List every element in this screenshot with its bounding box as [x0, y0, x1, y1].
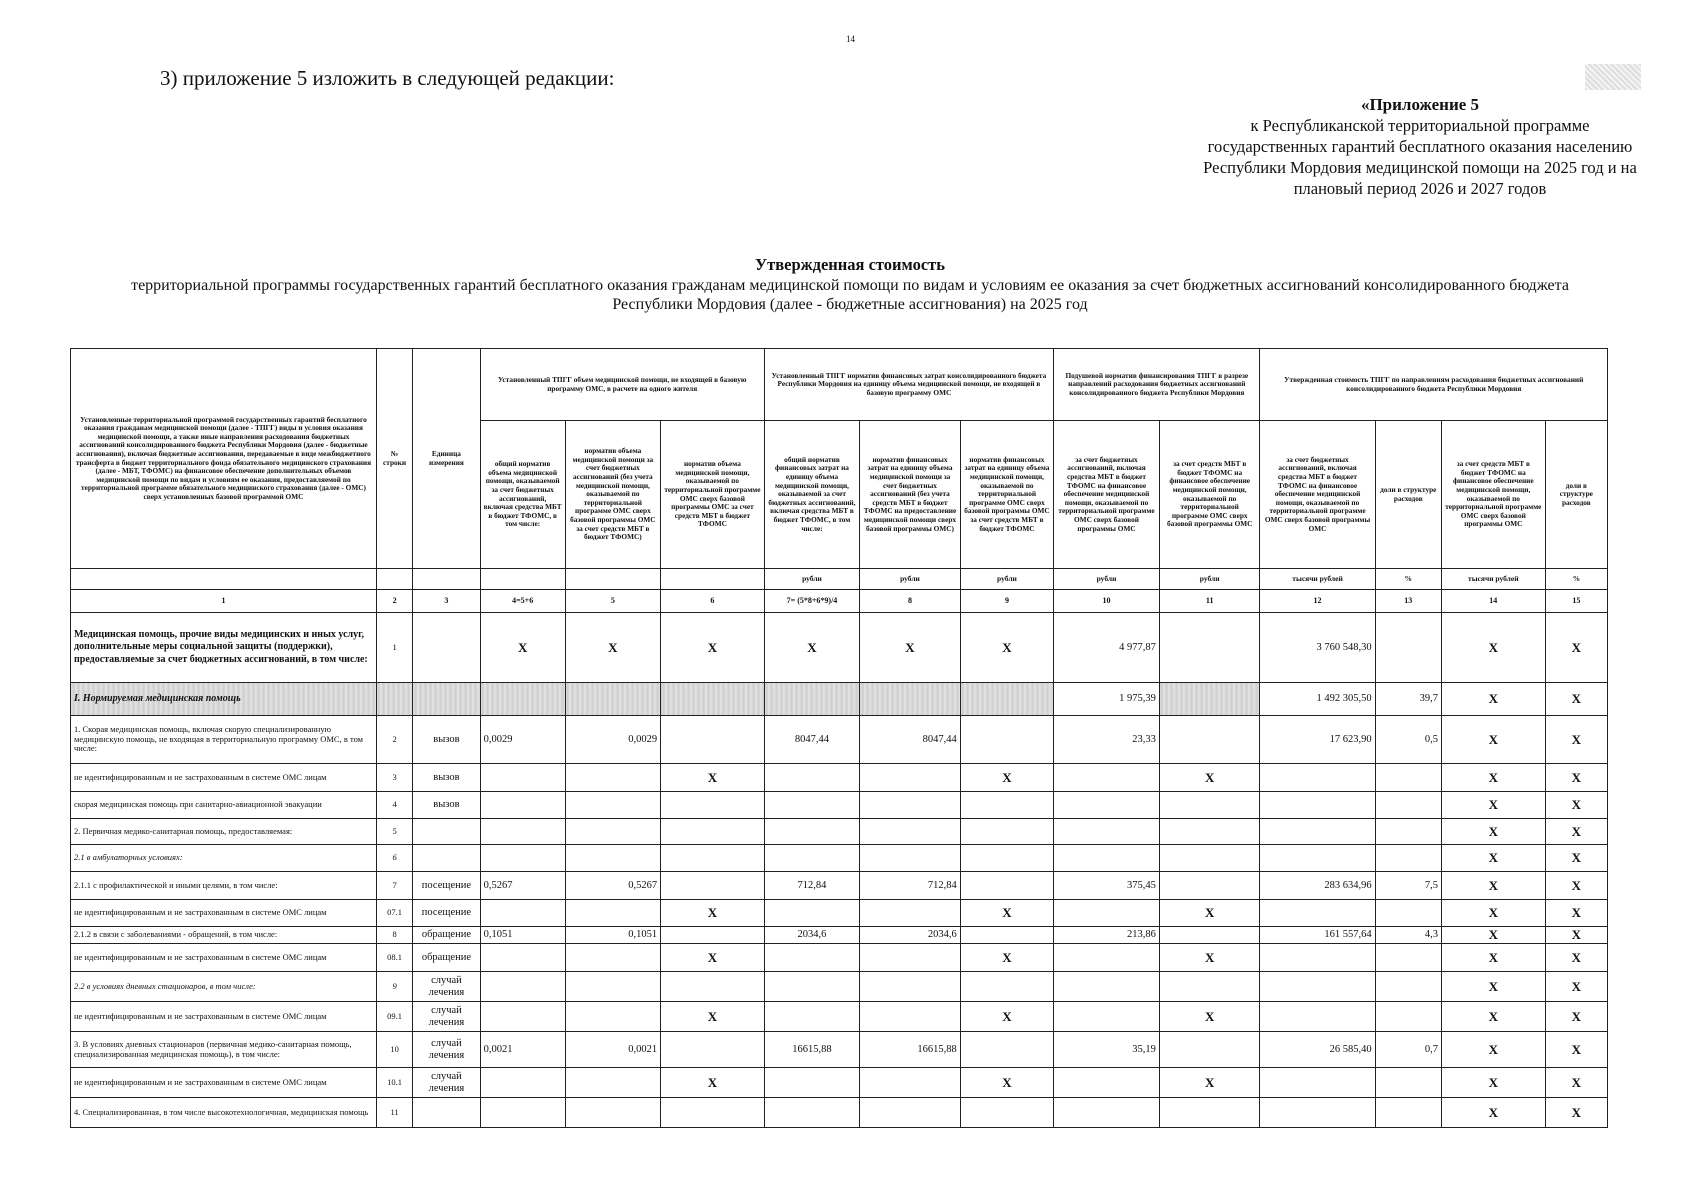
- table-row: [71, 613, 1608, 683]
- unit-cell: рубли: [860, 569, 961, 590]
- stamp-mark: [1585, 64, 1641, 90]
- header-group-percap: Подушевой норматив финансирования ТПГГ в разрезе направлений расходования бюджетных ассигнований консолидированного бюджета Республики Мордовия: [1054, 349, 1260, 421]
- table-row: [71, 1032, 1608, 1068]
- row-number: 8: [376, 927, 412, 944]
- x-mark: Х: [1545, 1032, 1607, 1068]
- colnum: 5: [565, 590, 660, 613]
- header-col8: норматив финансовых затрат на единицу объема медицинской помощи за счет бюджетных ассигнований (без учета средств МБТ в бюджет ТФОМС на предоставление медицинской помощи сверх базовой программы ОМС): [860, 421, 961, 569]
- appendix-line: к Республиканской территориальной программе: [1250, 116, 1590, 135]
- row-unit: обращение: [413, 944, 480, 972]
- x-mark: Х: [1441, 1098, 1545, 1128]
- header-col12: за счет бюджетных ассигнований, включая средства МБТ в бюджет ТФОМС на финансовое обеспечение медицинской помощи, оказываемой по территориальной программе ОМС сверх базовой программы ОМС: [1260, 421, 1375, 569]
- cell-c5: 0,0029: [565, 716, 660, 764]
- x-mark: Х: [1441, 1002, 1545, 1032]
- header-group-cost: Установленный ТПГГ норматив финансовых затрат консолидированного бюджета Республики Мордовия на единицу объема медицинской помощи, не входящей в базовую программу ОМС: [764, 349, 1053, 421]
- colnum: 7= (5*8+6*9)/4: [764, 590, 859, 613]
- x-mark: Х: [1159, 944, 1260, 972]
- row-name: скорая медицинская помощь при санитарно-авиационной эвакуации: [71, 792, 377, 819]
- x-mark: Х: [960, 1068, 1053, 1098]
- row-unit: случай лечения: [413, 1002, 480, 1032]
- x-mark: Х: [764, 613, 859, 683]
- cell-c4: 0,5267: [480, 872, 565, 900]
- row-number: 4: [376, 792, 412, 819]
- table-row: [71, 944, 1608, 972]
- table-row: [71, 1068, 1608, 1098]
- table-row: [71, 683, 1608, 716]
- x-mark: Х: [1545, 927, 1607, 944]
- x-mark: Х: [960, 900, 1053, 927]
- x-mark: Х: [1441, 683, 1545, 716]
- table-row: [71, 1002, 1608, 1032]
- row-unit: случай лечения: [413, 1032, 480, 1068]
- header-group-volume: Установленный ТПГГ объем медицинской помощи, не входящей в базовую программу ОМС, в расчете на одного жителя: [480, 349, 764, 421]
- x-mark: Х: [565, 613, 660, 683]
- row-name: 2.1.1 с профилактической и иными целями, в том числе:: [71, 872, 377, 900]
- row-name: 4. Специализированная, в том числе высокотехнологичная, медицинская помощь: [71, 1098, 377, 1128]
- row-unit: случай лечения: [413, 1068, 480, 1098]
- cell-c10: 23,33: [1054, 716, 1160, 764]
- x-mark: Х: [1441, 927, 1545, 944]
- table-row: [71, 927, 1608, 944]
- x-mark: Х: [1159, 1068, 1260, 1098]
- cell-c4: 0,0021: [480, 1032, 565, 1068]
- row-name: 3. В условиях дневных стационаров (первичная медико-санитарная помощь, специализированная медицинская помощь), в том числе:: [71, 1032, 377, 1068]
- cell-c10: 375,45: [1054, 872, 1160, 900]
- cell-c13: 4,3: [1375, 927, 1441, 944]
- colnum: 8: [860, 590, 961, 613]
- row-unit: обращение: [413, 927, 480, 944]
- x-mark: Х: [661, 944, 765, 972]
- colnum: 10: [1054, 590, 1160, 613]
- cell-c12: 1 492 305,50: [1260, 683, 1375, 716]
- row-number: 1: [376, 613, 412, 683]
- cell-c13: 0,7: [1375, 1032, 1441, 1068]
- x-mark: Х: [480, 613, 565, 683]
- table-row: [71, 972, 1608, 1002]
- colnum: 2: [376, 590, 412, 613]
- row-name: не идентифицированным и не застрахованным в системе ОМС лицам: [71, 900, 377, 927]
- cell-c10: 1 975,39: [1054, 683, 1160, 716]
- x-mark: Х: [1441, 944, 1545, 972]
- colnum: 11: [1159, 590, 1260, 613]
- x-mark: Х: [1441, 1032, 1545, 1068]
- row-name: I. Нормируемая медицинская помощь: [71, 683, 377, 716]
- row-unit: случай лечения: [413, 972, 480, 1002]
- cell-c8: 8047,44: [860, 716, 961, 764]
- header-col4: общий норматив объема медицинской помощи, оказываемой за счет бюджетных ассигнований, включая средства МБТ в бюджет ТФОМС, в том числе:: [480, 421, 565, 569]
- colnum: 4=5+6: [480, 590, 565, 613]
- row-name: не идентифицированным и не застрахованным в системе ОМС лицам: [71, 1002, 377, 1032]
- cell-c12: 283 634,96: [1260, 872, 1375, 900]
- row-unit: вызов: [413, 764, 480, 792]
- table-row: [71, 819, 1608, 845]
- x-mark: Х: [1441, 819, 1545, 845]
- row-name: 1. Скорая медицинская помощь, включая скорую специализированную медицинскую помощь, не входящая в территориальную программу ОМС, в том числе:: [71, 716, 377, 764]
- cell-c12: 3 760 548,30: [1260, 613, 1375, 683]
- column-numbers-row: [71, 590, 1608, 613]
- x-mark: Х: [1545, 972, 1607, 1002]
- cell-c13: 0,5: [1375, 716, 1441, 764]
- x-mark: Х: [1545, 1002, 1607, 1032]
- x-mark: Х: [661, 900, 765, 927]
- document-title: [90, 255, 1610, 314]
- table-row: [71, 716, 1608, 764]
- row-unit: вызов: [413, 792, 480, 819]
- cell-c5: 0,5267: [565, 872, 660, 900]
- colnum: 1: [71, 590, 377, 613]
- cell-c13: 39,7: [1375, 683, 1441, 716]
- title-sub: территориальной программы государственных гарантий бесплатного оказания гражданам медицинской помощи по видам и условиям ее оказания за счет бюджетных ассигнований консолидированного бюджета: [131, 277, 1569, 294]
- table-row: [71, 792, 1608, 819]
- x-mark: Х: [1545, 1098, 1607, 1128]
- x-mark: Х: [1441, 792, 1545, 819]
- x-mark: Х: [1545, 872, 1607, 900]
- x-mark: Х: [1545, 764, 1607, 792]
- header-col10: за счет бюджетных ассигнований, включая средства МБТ в бюджет ТФОМС на финансовое обеспечение медицинской помощи, оказываемой по территориальной программе ОМС сверх базовой программы ОМС: [1054, 421, 1160, 569]
- row-number: 11: [376, 1098, 412, 1128]
- unit-cell: рубли: [960, 569, 1053, 590]
- header-row-groups: [71, 349, 1608, 421]
- row-number: 3: [376, 764, 412, 792]
- unit-cell: рубли: [764, 569, 859, 590]
- cell-c10: 4 977,87: [1054, 613, 1160, 683]
- row-number: 07.1: [376, 900, 412, 927]
- table-row: [71, 900, 1608, 927]
- cost-table: [70, 348, 1608, 1128]
- row-name: не идентифицированным и не застрахованным в системе ОМС лицам: [71, 944, 377, 972]
- row-name: 2.1.2 в связи с заболеваниями - обращений, в том числе:: [71, 927, 377, 944]
- colnum: 14: [1441, 590, 1545, 613]
- row-name: 2.2 в условиях дневных стационаров, в том числе:: [71, 972, 377, 1002]
- appendix-title: «Приложение 5: [1360, 95, 1480, 114]
- x-mark: Х: [1441, 716, 1545, 764]
- x-mark: Х: [960, 944, 1053, 972]
- title-sub: Республики Мордовия (далее - бюджетные ассигнования) на 2025 год: [612, 296, 1088, 313]
- row-name: Медицинская помощь, прочие виды медицинских и иных услуг, дополнительные меры социальной защиты (поддержки), предоставляемые за счет бюджетных ассигнований, в том числе:: [71, 613, 377, 683]
- header-col2: № строки: [376, 349, 412, 569]
- colnum: 13: [1375, 590, 1441, 613]
- cell-c7: 8047,44: [764, 716, 859, 764]
- cell-c7: 2034,6: [764, 927, 859, 944]
- row-unit: вызов: [413, 716, 480, 764]
- x-mark: Х: [1441, 613, 1545, 683]
- header-col14: за счет средств МБТ в бюджет ТФОМС на финансовое обеспечение медицинской помощи, оказываемой по территориальной программе ОМС сверх базовой программы ОМС: [1441, 421, 1545, 569]
- x-mark: Х: [661, 613, 765, 683]
- row-name: 2.1 в амбулаторных условиях:: [71, 845, 377, 872]
- unit-cell: рубли: [1159, 569, 1260, 590]
- header-col1: Установленные территориальной программой государственных гарантий бесплатного оказания гражданам медицинской помощи (далее - ТПГГ) виды и условия оказания медицинской помощи, а также иные направления расходования бюджетных ассигнований консолидированного бюджета Республики Мордовия (далее - бюджетные ассигнования), включая бюджетные ассигнования, передаваемые в виде межбюджетного трансферта в бюджет территориального фонда обязательного медицинского страхования (далее - МБТ, ТФОМС) на финансовое обеспечение дополнительных объемов медицинской помощи по видам и условиям ее оказания, предоставляемой по территориальной программе обязательного медицинского страхования (далее - ОМС) сверх установленных базовой программой ОМС: [71, 349, 377, 569]
- unit-cell: %: [1545, 569, 1607, 590]
- x-mark: Х: [860, 613, 961, 683]
- header-group-total: Утвержденная стоимость ТПГГ по направлениям расходования бюджетных ассигнований консолидированного бюджета Республики Мордовия: [1260, 349, 1608, 421]
- header-col13: доли в структуре расходов: [1375, 421, 1441, 569]
- table-row: [71, 845, 1608, 872]
- row-unit: посещение: [413, 872, 480, 900]
- row-number: 6: [376, 845, 412, 872]
- row-number: 10.1: [376, 1068, 412, 1098]
- cell-c4: 0,1051: [480, 927, 565, 944]
- x-mark: Х: [1545, 900, 1607, 927]
- header-col5: норматив объема медицинской помощи за счет бюджетных ассигнований (без учета медицинской помощи, оказываемой по территориальной программе ОМС сверх базовой программы ОМС за счет средств МБТ в бюджет ТФОМС): [565, 421, 660, 569]
- row-name: не идентифицированным и не застрахованным в системе ОМС лицам: [71, 764, 377, 792]
- row-number: 9: [376, 972, 412, 1002]
- cell-c12: 17 623,90: [1260, 716, 1375, 764]
- cell-c5: 0,1051: [565, 927, 660, 944]
- x-mark: Х: [1159, 900, 1260, 927]
- row-number: 10: [376, 1032, 412, 1068]
- cell-c8: 712,84: [860, 872, 961, 900]
- intro-text: 3) приложение 5 изложить в следующей редакции:: [160, 66, 615, 90]
- colnum: 9: [960, 590, 1053, 613]
- row-number: 08.1: [376, 944, 412, 972]
- x-mark: Х: [1545, 792, 1607, 819]
- x-mark: Х: [1441, 972, 1545, 1002]
- x-mark: Х: [1545, 944, 1607, 972]
- row-number: 7: [376, 872, 412, 900]
- header-col7: общий норматив финансовых затрат на единицу объема медицинской помощи, оказываемой за счет бюджетных ассигнований, включая средства МБТ в бюджет ТФОМС, в том числе:: [764, 421, 859, 569]
- cell-c12: 161 557,64: [1260, 927, 1375, 944]
- page-number: 14: [846, 34, 855, 44]
- header-col15: доли в структуре расходов: [1545, 421, 1607, 569]
- x-mark: Х: [1545, 716, 1607, 764]
- appendix-line: Республики Мордовия медицинской помощи на 2025 год и на: [1203, 158, 1637, 177]
- cell-c13: 7,5: [1375, 872, 1441, 900]
- unit-cell: тысячи рублей: [1260, 569, 1375, 590]
- cell-c4: 0,0029: [480, 716, 565, 764]
- title-main: Утвержденная стоимость: [755, 255, 945, 274]
- cell-c8: 16615,88: [860, 1032, 961, 1068]
- x-mark: Х: [1545, 845, 1607, 872]
- x-mark: Х: [1159, 1002, 1260, 1032]
- header-col6: норматив объема медицинской помощи, оказываемой по территориальной программе ОМС сверх базовой программы ОМС за счет средств МБТ в бюджет ТФОМС: [661, 421, 765, 569]
- header-col3: Единица измерения: [413, 349, 480, 569]
- table-row: [71, 764, 1608, 792]
- appendix-line: государственных гарантий бесплатного оказания населению: [1207, 137, 1633, 156]
- cell-c10: 213,86: [1054, 927, 1160, 944]
- x-mark: Х: [661, 1068, 765, 1098]
- appendix-line: плановый период 2026 и 2027 годов: [1293, 179, 1547, 198]
- x-mark: Х: [661, 764, 765, 792]
- x-mark: Х: [1159, 764, 1260, 792]
- table-row: [71, 872, 1608, 900]
- row-unit: посещение: [413, 900, 480, 927]
- table-row: [71, 1098, 1608, 1128]
- cell-c7: 16615,88: [764, 1032, 859, 1068]
- row-name: не идентифицированным и не застрахованным в системе ОМС лицам: [71, 1068, 377, 1098]
- x-mark: Х: [1545, 819, 1607, 845]
- cell-c8: 2034,6: [860, 927, 961, 944]
- x-mark: Х: [1441, 764, 1545, 792]
- x-mark: Х: [1545, 613, 1607, 683]
- x-mark: Х: [1441, 872, 1545, 900]
- row-name: 2. Первичная медико-санитарная помощь, предоставляемая:: [71, 819, 377, 845]
- x-mark: Х: [661, 1002, 765, 1032]
- unit-cell: %: [1375, 569, 1441, 590]
- unit-cell: рубли: [1054, 569, 1160, 590]
- x-mark: Х: [1441, 900, 1545, 927]
- x-mark: Х: [960, 613, 1053, 683]
- x-mark: Х: [1545, 1068, 1607, 1098]
- x-mark: Х: [960, 1002, 1053, 1032]
- x-mark: Х: [1441, 1068, 1545, 1098]
- x-mark: Х: [960, 764, 1053, 792]
- cell-c5: 0,0021: [565, 1032, 660, 1068]
- x-mark: Х: [1441, 845, 1545, 872]
- appendix-header: [1180, 94, 1660, 199]
- units-row: [71, 569, 1608, 590]
- unit-cell: тысячи рублей: [1441, 569, 1545, 590]
- colnum: 6: [661, 590, 765, 613]
- row-number: 2: [376, 716, 412, 764]
- colnum: 15: [1545, 590, 1607, 613]
- header-col9: норматив финансовых затрат на единицу объема медицинской помощи, оказываемой по территориальной программе ОМС сверх базовой программы ОМС за счет средств МБТ в бюджет ТФОМС: [960, 421, 1053, 569]
- colnum: 12: [1260, 590, 1375, 613]
- cell-c12: 26 585,40: [1260, 1032, 1375, 1068]
- row-number: 5: [376, 819, 412, 845]
- colnum: 3: [413, 590, 480, 613]
- x-mark: Х: [1545, 683, 1607, 716]
- cell-c10: 35,19: [1054, 1032, 1160, 1068]
- cell-c7: 712,84: [764, 872, 859, 900]
- header-col11: за счет средств МБТ в бюджет ТФОМС на финансовое обеспечение медицинской помощи, оказываемой по территориальной программе ОМС сверх базовой программы ОМС: [1159, 421, 1260, 569]
- row-number: 09.1: [376, 1002, 412, 1032]
